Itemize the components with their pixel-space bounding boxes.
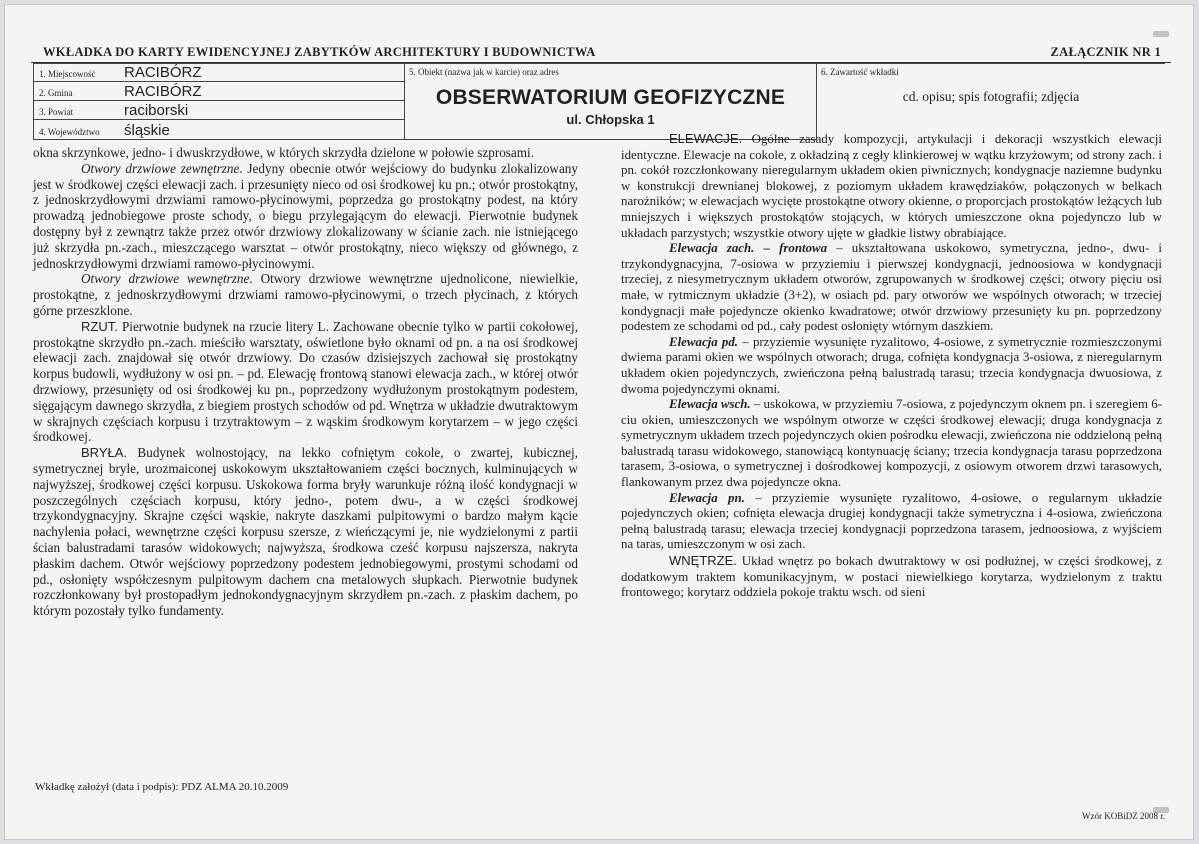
- paragraph: [33, 161, 578, 272]
- form-title: WKŁADKA DO KARTY EWIDENCYJNEJ ZABYTKÓW ARCHITEKTURY I BUDOWNICTWA: [43, 45, 596, 59]
- staple-mark: [1153, 31, 1169, 37]
- section-heading: BRYŁA.: [81, 445, 128, 461]
- paragraph: [33, 319, 578, 445]
- field-value: RACIBÓRZ: [124, 64, 202, 81]
- field-label: 2. Gmina: [39, 88, 73, 98]
- field-label: 1. Miejscowość: [39, 69, 96, 79]
- right-text-column: [621, 131, 1162, 601]
- object-box: [404, 63, 817, 140]
- paragraph-lead: Elewacja zach. – frontowa: [669, 241, 828, 256]
- paragraph-text: Pierwotnie budynek na rzucie litery L. Zachowane obecnie tylko w partii cokołowej, prostokątne skrzydło pn.-zach. mieściło warsztaty, oświetlone było oknami od pn. a na osi środkowej elewacji zach. znajdował się otwór drzwiowy. Do czasów dzisiejszych zachował się prostokątny korpus budowli, wydłużony w osi pn. – pd. Elewację frontową stanowi elewacja zach., w której otwór drzwiowy, przesunięty od osi środkowej ku pn., poprzedzony wydłużonym prostokątnym podestem, sięgającym dawnego skrzydła, z biegiem prostych schodów od pd. Wnętrza w układzie dwutraktowym w skrajnych częściach korpusu i trzytraktowym – z wąskim środkowym korytarzem – w jego części środkowej.: [33, 318, 578, 445]
- paragraph-text: . Jedyny obecnie otwór wejściowy do budynku zlokalizowany jest w środkowej części elewacji zach. i przesunięty nieco od osi środkowej ku pn.; otwór prostokątny, z jednoskrzydłowymi drzwiami ramowo-płycinowymi, poprzedza go prostokątny podest, na który prowadzą jednobiegowe proste schody, o biegu przylegającym do elewacji. Pierwotnie budynek dostępny był z zewnątrz także przez otwór drzwiowy zlokalizowany w ścianie zach. nie istniejącego już skrzydła pn.-zach., mieszczącego warsztat – otwór prostokątny, nieco większy od głównego, z jednoskrzydłowymi drzwiami ramowo-płycinowymi.: [33, 160, 578, 271]
- paragraph-text: Układ wnętrz po bokach dwutraktowy w osi podłużnej, w części środkowej, z dodatkowym traktem komunikacyjnym, w postaci niewielkiego korytarza, wydzielonym z traktu frontowego; korytarz oddziela pokoje traktu wsch. od sieni: [621, 554, 1162, 600]
- paragraph-lead: Elewacja wsch.: [669, 397, 751, 412]
- paragraph-text: – przyziemie wysunięte ryzalitowo, 4-osiowe, o regularnym układzie pojedynczych okien; cofnięta elewacja drugiej kondygnacji także symetryczna i 4-osiowa, zwieńczona pełną balustradą tarasu; elewacja trzeciej kondygnacji poprzedzona tarasem, jednoosiowa, z wyjściem na taras, umieszczonym w osi zach.: [621, 490, 1162, 552]
- field-value: raciborski: [124, 102, 189, 119]
- left-text-column: [33, 145, 578, 619]
- field-gmina: [33, 81, 405, 101]
- paragraph-text: . Otwory drzwiowe wewnętrzne ujednolicone, niewielkie, prostokątne, z jednoskrzydłowymi drzwiami ramowo-płycinowymi, o trzech płycinach, z których górne przeszklone.: [33, 271, 579, 318]
- paragraph-text: – przyziemie wysunięte ryzalitowo, 4-osiowe, z symetrycznie rozmieszczonymi dwiema parami okien we wspólnych otworach; druga, cofnięta kondygnacja 3-osiowa, z nieregularnym układem okien pojedynczych, zwieńczona pełną balustradą tarasu; trzecia kondygnacja dwuosiowa, z dwoma pojedynczymi oknami.: [621, 334, 1163, 396]
- contents-box: [816, 63, 1165, 140]
- field-value: RACIBÓRZ: [124, 83, 202, 100]
- field-wojewodztwo: [33, 119, 405, 140]
- paragraph: [621, 335, 1162, 397]
- field-value: śląskie: [124, 122, 170, 139]
- paragraph: okna skrzynkowe, jedno- i dwuskrzydłowe, w których skrzydła dzielone w połowie szprosami.: [33, 145, 535, 160]
- paragraph: [621, 491, 1162, 553]
- paragraph-text: Budynek wolnostojący, na lekko cofniętym cokole, o zwartej, kubicznej, symetrycznej bryle, urozmaiconej uskokowym ukształtowaniem części bocznych, kulminujących w najwyższej, środkowej części korpusu. Uskokowa forma bryły warunkuje różną ilość kondygnacji w poszczególnych częściach korpusu, który jedno-, potem dwu-, a w części środkowej trzykondygnacyjny. Skrajne części wąskie, nakryte daszkami pulpitowymi o bardzo małym kącie nachylenia połaci, wewnętrzne części korpusu szersze, z wieńczącymi je, nie wydzielonymi z partii ścian balustradami tarasów widokowych; najwyższa, środkowa cześć korpusu najszersza, nakryta płaskim dachem. Otwór wejściowy poprzedzony podestem jednobiegowymi, prostymi schodami od pd., osłonięty współczesnym pulpitowym dachem cna metalowych słupkach. Pierwotnie budynek rozczłonkowany był prostopadłym jednokondygnacyjnym skrzydłem pn.-zach. z płaskim dachem, po którym pozostały tylko fundamenty.: [33, 445, 578, 619]
- section-heading: RZUT.: [81, 318, 118, 334]
- contents-value: cd. opisu; spis fotografii; zdjęcia: [902, 89, 1080, 104]
- template-version: Wzór KOBiDZ 2008 r.: [1082, 811, 1165, 821]
- paragraph: [621, 397, 1162, 491]
- section-heading: ELEWACJE.: [669, 131, 743, 146]
- paragraph-lead: Otwory drzwiowe zewnętrzne: [81, 160, 240, 176]
- field-label: 4. Województwo: [39, 127, 100, 137]
- paragraph: [33, 271, 578, 318]
- attachment-number: ZAŁĄCZNIK NR 1: [1050, 45, 1161, 59]
- paragraph-lead: Elewacja pn.: [669, 490, 745, 505]
- object-name: OBSERWATORIUM GEOFIZYCZNE: [435, 86, 786, 109]
- paragraph: [621, 131, 1162, 241]
- paragraph: [33, 445, 578, 619]
- paragraph-lead: Otwory drzwiowe wewnętrzne: [81, 271, 250, 287]
- paragraph: [621, 241, 1162, 335]
- object-address: ul. Chłopska 1: [566, 112, 655, 127]
- paragraph-text: – ukształtowana uskokowo, symetryczna, jedno-, dwu- i trzykondygnacyjna, 7-osiowa w przyziemiu i pierwszej kondygnacji, jednoosiowa w kondygnacji trzeciej, z niesymetrycznym układem otworów, zgrupowanych w środkowej części; otwory pięciu osi małe, w rytmicznym układzie (3+2), w osiach pd. pary otworów we wspólnych otworach; w trzeciej kondygnacji małe pojedyncze okienko kwadratowe; otwór drzwiowy przesunięty ku pn. poprzedzony podestem ze schodami od pd., cały podest osłonięty wtórnym daszkiem.: [621, 241, 1162, 334]
- paragraph: [621, 553, 1162, 601]
- object-label: 5. Obiekt (nazwa jak w karcie) oraz adres: [409, 67, 559, 77]
- paragraph-text: Ogólne zasady kompozycji, artykulacji i dekoracji wszystkich elewacji identyczne. Elewacje na cokole, z okładziną z cegły klinkierowej w wątku krzyżowym; od strony zach. i pn. cokół rozczłonkowany nieregularnym układem okien piwnicznych; kondygnacje naziemne budynku w konstrukcji drewnianej blokowej, z poziomym układem krawędziaków, połączonych w belkach narożników; w elewacjach wycięte prostokątne otwory okienne, o proporcjach prostokątów leżących lub mniejszych i większych prostokątów stojących, w których umieszczone okna pojedynczo lub w układach parzystych; wszystkie otwory ujęte w gładkie listwy obrabiające.: [621, 132, 1162, 240]
- section-heading: WNĘTRZE.: [669, 553, 737, 569]
- creator-signature-line: Wkładkę założył (data i podpis): PDZ ALMA 20.10.2009: [35, 781, 289, 793]
- paragraph-lead: Elewacja pd.: [669, 334, 739, 349]
- document-sheet: [4, 4, 1194, 840]
- field-label: 3. Powiat: [39, 107, 74, 117]
- contents-label: 6. Zawartość wkładki: [821, 67, 899, 77]
- paragraph-text: – uskokowa, w przyziemiu 7-osiowa, z pojedynczym oknem pn. i szeregiem 6-ciu okien, umieszczonych we wspólnym otworze w części środkowej elewacji; druga kondygnacja z symetrycznym układem trzech pojedynczych okien pośrodku elewacji, zwieńczona nie oddzieloną pełną balustradą tarasu widokowego, stanowiącą kontynuację ściany; trzecia kondygnacja tarasu poprzedzona tarasem, 3-osiowa, o symetrycznej i dośrodkowej kompozycji, z osiowym otworem drzwi tarasowych, flankowanym przez dwa pojedyncze okna.: [621, 397, 1162, 490]
- field-powiat: [33, 100, 405, 120]
- field-miejscowosc: [33, 63, 405, 82]
